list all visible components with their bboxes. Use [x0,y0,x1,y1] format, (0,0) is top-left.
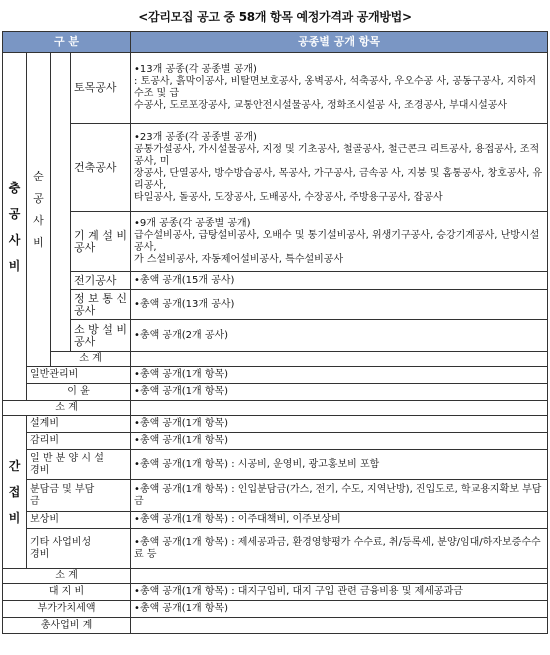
row-label-charges: 분담금 및 부담 금 [27,480,131,512]
row-content-profit: •총액 공개(1개 항목) [131,384,548,401]
row-content-telecom: •총액 공개(13개 공사) [131,290,548,320]
table-row [3,384,548,401]
row-content-supervision: •총액 공개(1개 항목) [131,433,548,450]
row-content-design: •총액 공개(1개 항목) [131,416,548,433]
table-row [3,450,548,480]
table-row [3,212,548,272]
row-content-vat: •총액 공개(1개 항목) [131,601,548,618]
row-label-building: 건축공사 [71,124,131,212]
row-label-mechanical: 기 계 설 비 공사 [71,212,131,272]
row-content-charges: •총액 공개(1개 항목) : 인입분담금(가스, 전기, 수도, 지역난방), 진입도로, 학교용지확보 부담금 [131,480,548,512]
table-row [3,416,548,433]
row-content-other: •총액 공개(1개 항목) : 제세공과금, 환경영향평가 수수료, 취/등록세, 분양/임대/하자보증수수료 등 [131,529,548,569]
row-label-land: 대 지 비 [3,584,131,601]
row-label-general: 일반관리비 [27,367,131,384]
table-row [3,584,548,601]
row-content-fire: •총액 공개(2개 공사) [131,320,548,352]
row-label-supervision: 감리비 [27,433,131,450]
row-content-building: •23개 공종(각 공종별 공개) 공통가설공사, 가시설물공사, 지정 및 기초공사, 철골공사, 철근콘크 리트공사, 용접공사, 조적공사, 미 장공사, 단열공사, 방수방습공사, 목공사, 가구공사, 금속공 사, 지붕 및 홈통공사, 창호공사, 유리공사, 타일공사, 돌공사, 도장공사, 도배공사, 수장공사, 주방용구공사, 잡공사 [131,124,548,212]
table-row [3,618,548,634]
row-content-mechanical: •9개 공종(각 공종별 공개) 급수설비공사, 급탕설비공사, 오배수 및 통기설비공사, 위생기구공사, 승강기계공사, 난방시설공사, 가 스설비공사, 자동제어설비공사, 특수설비공사 [131,212,548,272]
table-row [3,367,548,384]
table-row [3,433,548,450]
table-row [3,529,548,569]
row-label-civil: 토목공사 [71,53,131,124]
row-content-civil: •13개 공종(각 공종별 공개) : 토공사, 흙막이공사, 비탈면보호공사, 옹벽공사, 석축공사, 우오수공 사, 공동구공사, 지하저수조 및 급 수공사, 도로포장공사, 교통안전시설물공사, 정화조시설공 사, 조경공사, 부대시설공사 [131,53,548,124]
table-row [3,124,548,212]
table-row [3,272,548,290]
row-label-telecom: 정 보 통 신 공사 [71,290,131,320]
row-label-fire: 소 방 설 비 공사 [71,320,131,352]
table-row [3,512,548,529]
table-row [3,352,548,367]
table-row [3,569,548,584]
row-label-sales: 일 반 분 양 시 설 경비 [27,450,131,480]
table-row [3,601,548,618]
row-label-vat: 부가가치세액 [3,601,131,618]
disclosure-table [2,31,548,634]
row-label-other: 기타 사업비성 경비 [27,529,131,569]
row-content-electrical: •총액 공개(15개 공사) [131,272,548,290]
row-label-design: 설계비 [27,416,131,433]
row-content-sales: •총액 공개(1개 항목) : 시공비, 운영비, 광고홍보비 포함 [131,450,548,480]
row-label-subtotal-net: 소 계 [51,352,131,367]
row-label-compensation: 보상비 [27,512,131,529]
header-items: 공종별 공개 항목 [131,32,548,53]
row-label-subtotal-direct: 소 계 [3,401,131,416]
table-row [3,320,548,352]
row-content-general: •총액 공개(1개 항목) [131,367,548,384]
row-label-profit: 이 윤 [27,384,131,401]
row-label-electrical: 전기공사 [71,272,131,290]
header-category: 구 분 [3,32,131,53]
row-label-subtotal-indirect: 소 계 [3,569,131,584]
page-title: <감리모집 공고 중 58개 항목 예정가격과 공개방법> [138,10,412,24]
header-row [3,32,548,53]
table-row [3,480,548,512]
net-cost-label: 순 공 사 비 [27,53,51,367]
row-content-compensation: •총액 공개(1개 항목) : 이주대책비, 이주보상비 [131,512,548,529]
table-row [3,53,548,124]
table-row [3,290,548,320]
row-content-land: •총액 공개(1개 항목) : 대지구입비, 대지 구입 관련 금융비용 및 제세공과금 [131,584,548,601]
indirect-cost-label: 간 접 비 [3,416,27,569]
row-label-total: 총사업비 계 [3,618,131,634]
table-row [3,401,548,416]
direct-cost-label: 충 공 사 비 [3,53,27,401]
